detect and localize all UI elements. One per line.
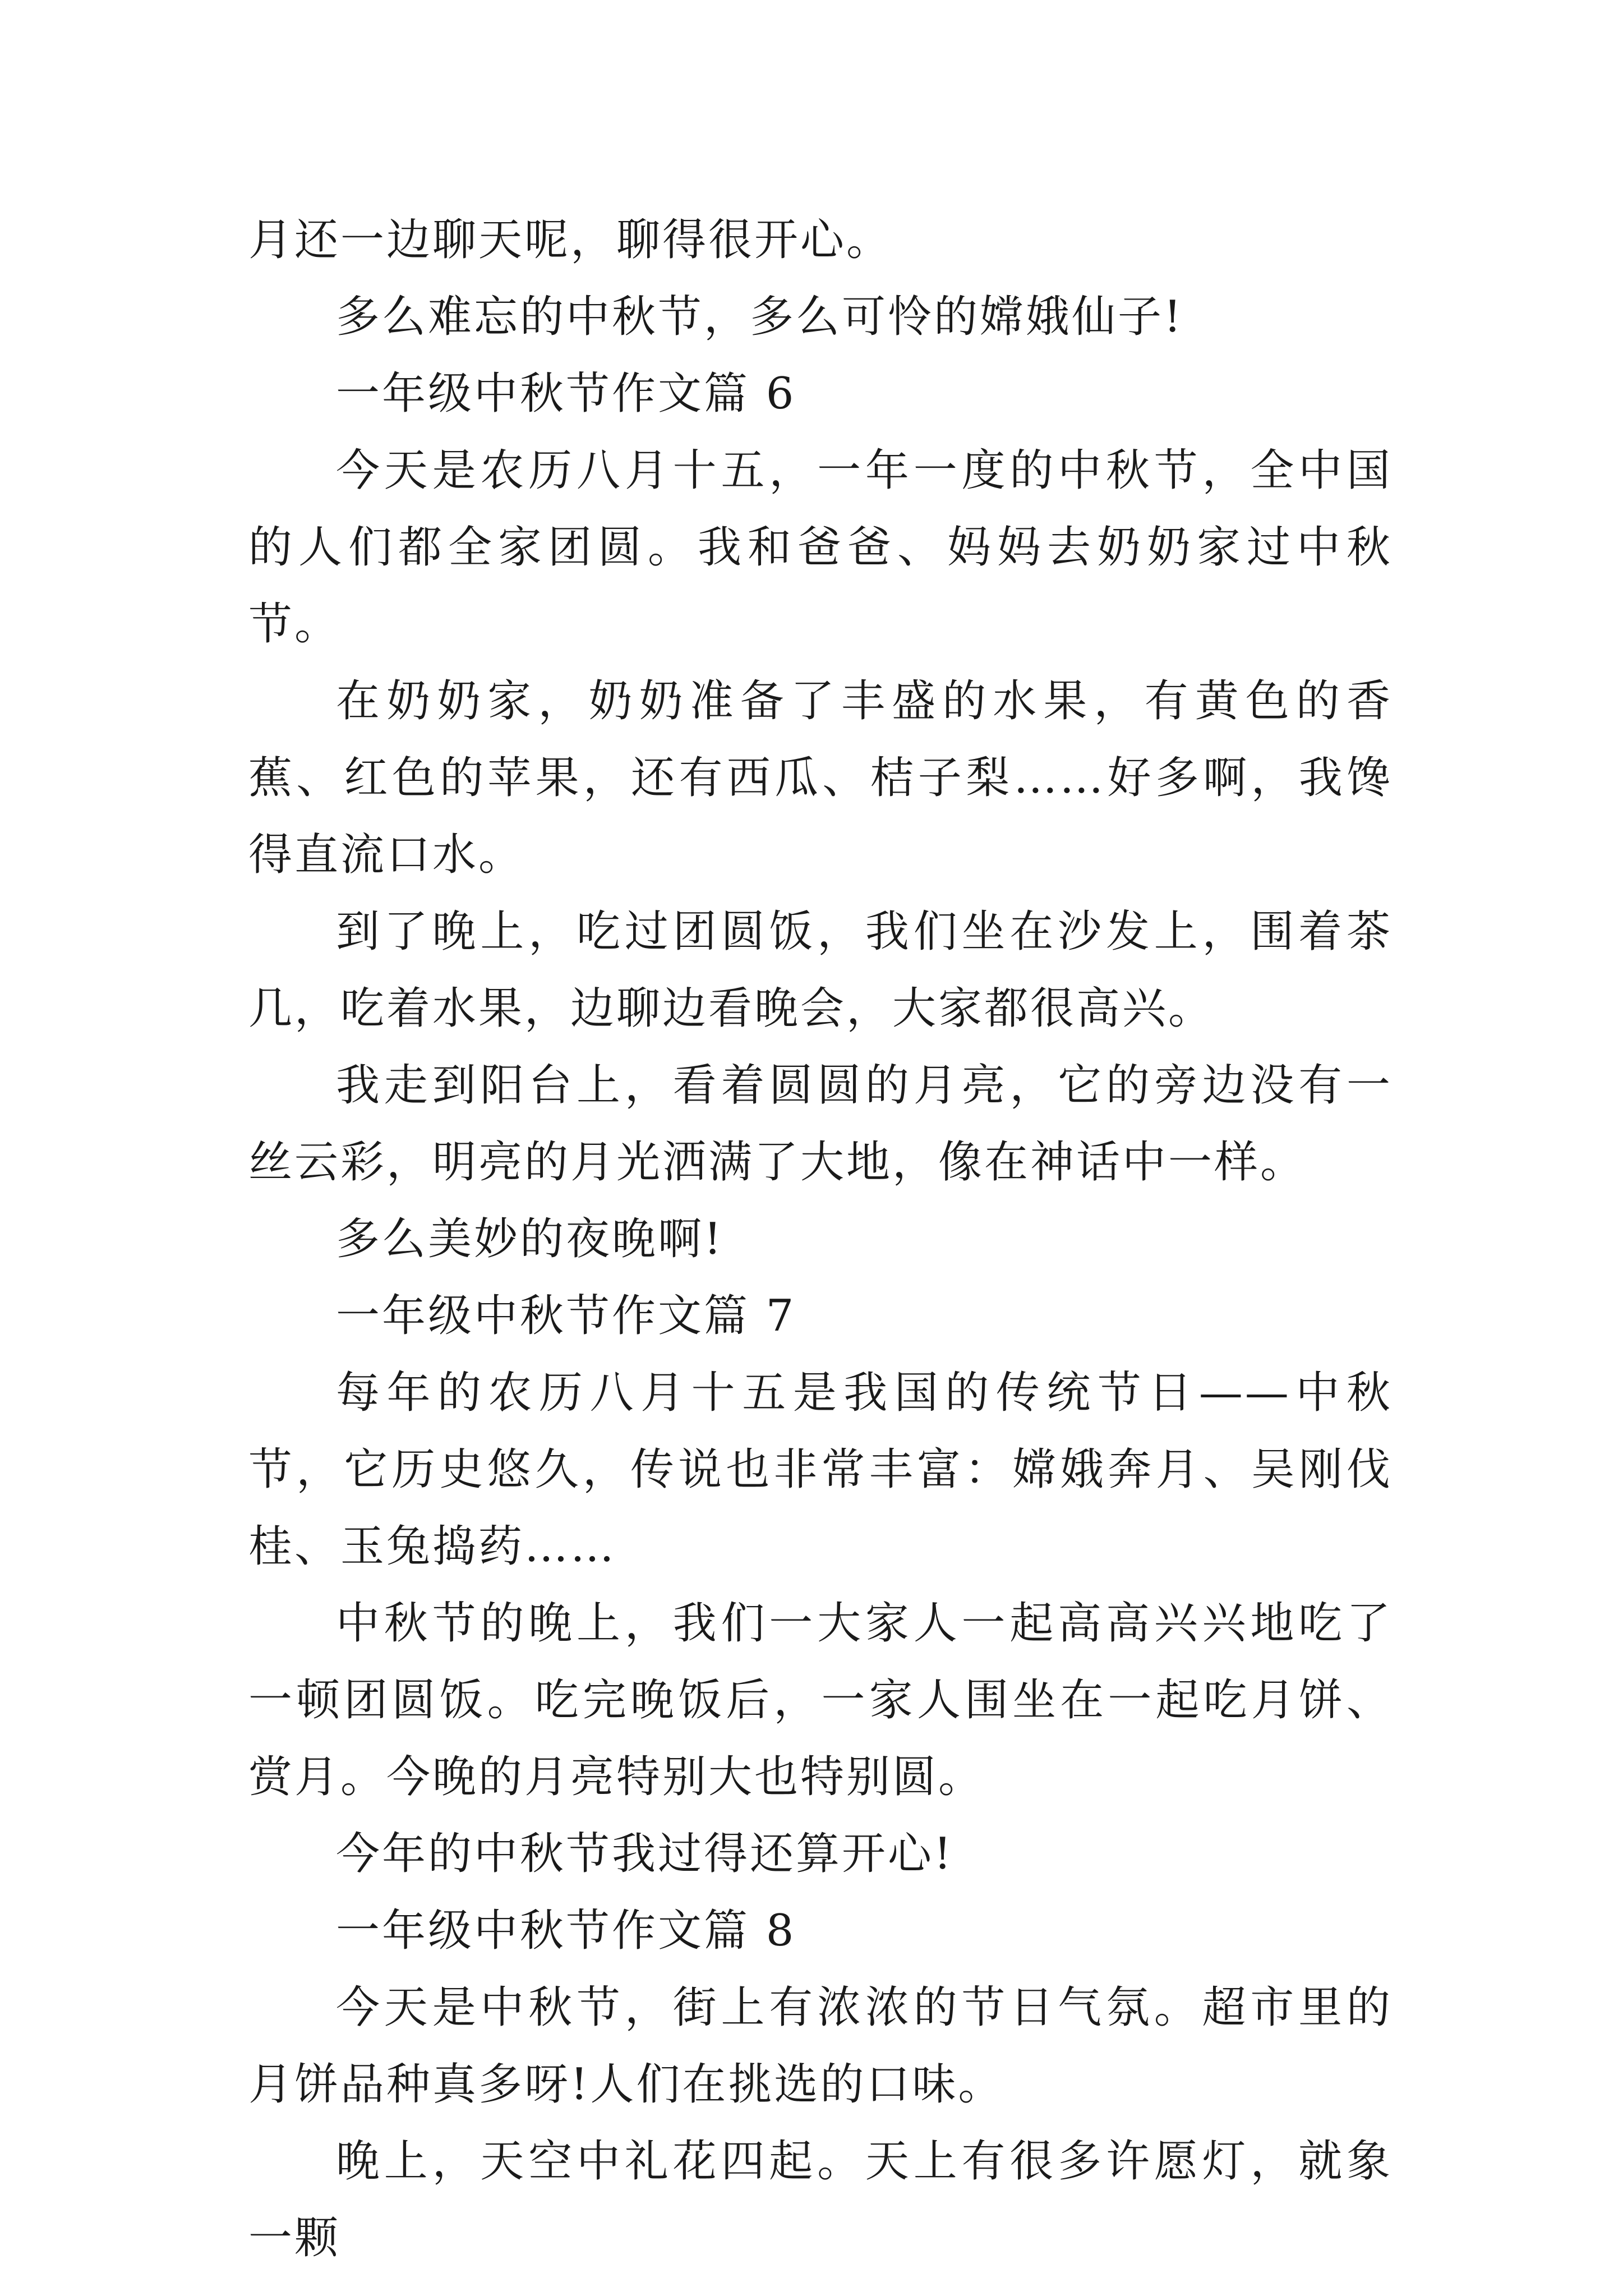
paragraph-continued: 月还一边聊天呢，聊得很开心。 — [248, 215, 893, 265]
paragraph: 多么难忘的中秋节，多么可怜的嫦娥仙子! — [336, 292, 1184, 342]
section-heading-7: 一年级中秋节作文篇 7 — [336, 1291, 796, 1341]
paragraph: 晚上，天空中礼花四起。天上有很多许愿灯，就象一颗 — [248, 2136, 1393, 2263]
paragraph: 每年的农历八月十五是我国的传统节日——中秋节，它历史悠久，传说也非常丰富：嫦娥奔月、吴刚伐桂、玉兔捣药…… — [248, 1368, 1393, 1572]
paragraph: 中秋节的晚上，我们一大家人一起高高兴兴地吃了一顿团圆饭。吃完晚饭后，一家人围坐在一起吃月饼、赏月。今晚的月亮特别大也特别圆。 — [248, 1598, 1393, 1802]
paragraph: 今年的中秋节我过得还算开心! — [336, 1829, 954, 1879]
paragraph: 今天是中秋节，街上有浓浓的节日气氛。超市里的月饼品种真多呀!人们在挑选的口味。 — [248, 1982, 1393, 2110]
paragraph: 到了晚上，吃过团圆饭，我们坐在沙发上，围着茶几，吃着水果，边聊边看晚会，大家都很高兴。 — [248, 907, 1393, 1034]
paragraph: 今天是农历八月十五，一年一度的中秋节，全中国的人们都全家团圆。我和爸爸、妈妈去奶奶家过中秋节。 — [248, 445, 1393, 650]
document-body — [248, 202, 1393, 2277]
section-heading-8: 一年级中秋节作文篇 8 — [336, 1906, 796, 1956]
paragraph: 在奶奶家，奶奶准备了丰盛的水果，有黄色的香蕉、红色的苹果，还有西瓜、桔子梨……好多啊，我馋得直流口水。 — [248, 676, 1393, 880]
paragraph: 我走到阳台上，看着圆圆的月亮，它的旁边没有一丝云彩，明亮的月光洒满了大地，像在神话中一样。 — [248, 1060, 1393, 1188]
section-heading-6: 一年级中秋节作文篇 6 — [336, 369, 796, 419]
paragraph: 多么美妙的夜晚啊! — [336, 1214, 724, 1264]
